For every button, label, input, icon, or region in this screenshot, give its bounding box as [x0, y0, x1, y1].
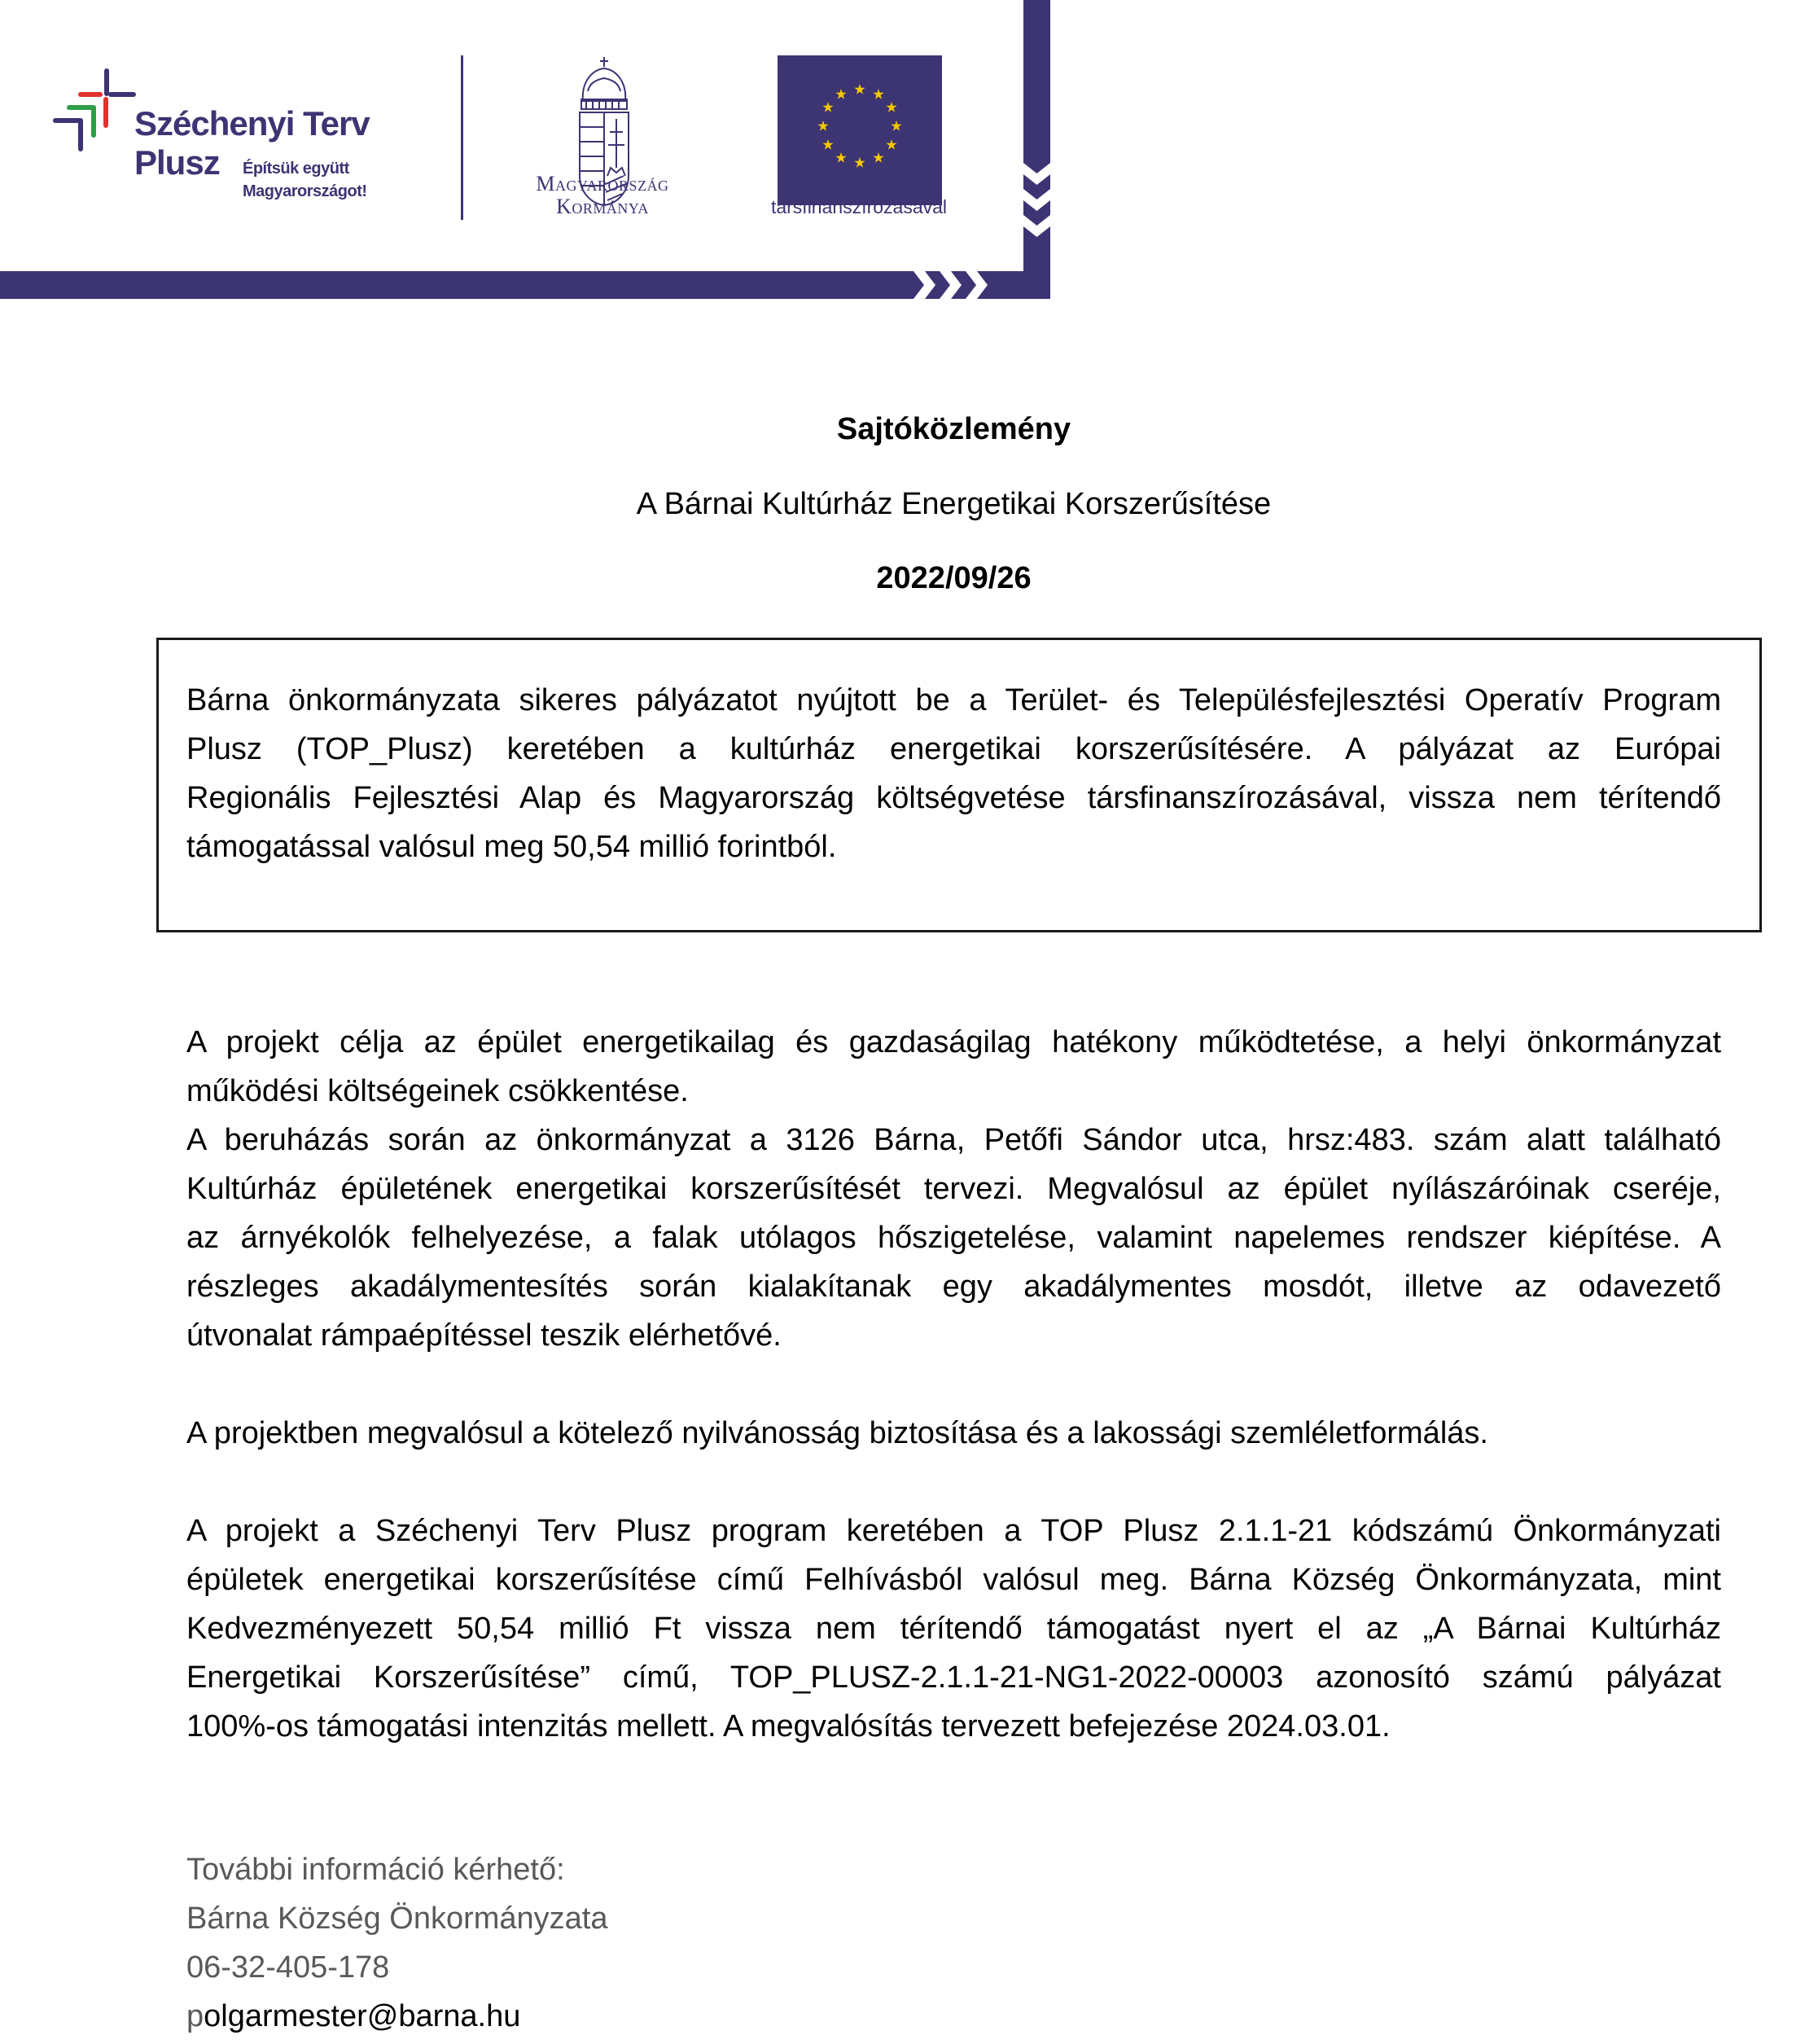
- contact-phone[interactable]: 06-32-405-178: [186, 1950, 390, 1985]
- contact-organization: Bárna Község Önkormányzata: [186, 1901, 608, 1936]
- paragraph-line: A beruházás során az önkormányzat a 3126 Bárna, Petőfi Sándor utca, hrsz:483. szám alatt található: [186, 1123, 1721, 1157]
- header-banner: [0, 0, 1058, 305]
- eu-logo-line-2: társfinanszírozásával: [770, 196, 948, 217]
- contact-block: [186, 1845, 608, 2041]
- szechenyi-cross-icon: [52, 67, 138, 153]
- logo-divider: [461, 55, 463, 220]
- szechenyi-logo-tagline-2: Magyarországot!: [243, 182, 367, 200]
- banner-right-stripe: [1023, 0, 1050, 299]
- funding-paragraph: [186, 1507, 1721, 1751]
- paragraph-line: útvonalat rámpaépítéssel teszik elérhetővé.: [186, 1318, 782, 1353]
- chevron-right-icons: [910, 271, 1000, 299]
- contact-heading: További információ kérhető:: [186, 1853, 565, 1887]
- paragraph-line: részleges akadálymentesítés során kialakítanak egy akadálymentes mosdót, illetve az odavezető: [186, 1270, 1721, 1304]
- szechenyi-logo-tagline-1: Építsük együtt: [243, 160, 349, 178]
- contact-email-first-char: p: [186, 1999, 204, 2033]
- contact-email-rest: olgarmester@barna.hu: [204, 1999, 521, 2033]
- paragraph-line: A projekt célja az épület energetikailag és gazdaságilag hatékony működtetése, a helyi önkormányzat: [186, 1025, 1721, 1059]
- eu-logo-line-1: Az Európai Unió: [791, 173, 927, 194]
- summary-line: támogatással valósul meg 50,54 millió forintból.: [186, 830, 837, 864]
- government-logo-line-2: Kormánya: [556, 195, 649, 218]
- publicity-paragraph: [186, 1409, 1721, 1458]
- paragraph-line: 100%-os támogatási intenzitás mellett. A megvalósítás tervezett befejezése 2024.03.01.: [186, 1709, 1391, 1744]
- document-title: Sajtóközlemény: [836, 412, 1071, 446]
- summary-paragraph: [186, 676, 1721, 871]
- banner-bottom-stripe: [0, 271, 1050, 299]
- paragraph-line: A projekt a Széchenyi Terv Plusz program keretében a TOP Plusz 2.1.1-21 kódszámú Önkormányzati: [186, 1514, 1721, 1548]
- document-date: 2022/09/26: [876, 561, 1032, 595]
- summary-line: Plusz (TOP_Plusz) keretében a kultúrház energetikai korszerűsítésére. A pályázat az Európai: [186, 732, 1721, 766]
- paragraph-line: az árnyékolók felhelyezése, a falak utólagos hőszigetelése, valamint napelemes rendszer kiépítése. A: [186, 1221, 1721, 1255]
- summary-line: Regionális Fejlesztési Alap és Magyarország költségvetése társfinanszírozásával, vissza nem térítendő: [186, 781, 1721, 815]
- chevron-down-icons: [1023, 160, 1050, 249]
- szechenyi-logo-title: Széchenyi Terv: [134, 104, 370, 143]
- paragraph-line: épületek energetikai korszerűsítése című Felhívásból valósul meg. Bárna Község Önkormányzata, mint: [186, 1563, 1721, 1597]
- szechenyi-logo-plusz: Plusz: [134, 143, 220, 182]
- summary-line: Bárna önkormányzata sikeres pályázatot nyújtott be a Terület- és Településfejlesztési Operatív Program: [186, 683, 1721, 717]
- paragraph-line: működési költségeinek csökkentése.: [186, 1074, 689, 1108]
- paragraph-line: A projektben megvalósul a kötelező nyilvánosság biztosítása és a lakossági szemléletformálás.: [186, 1416, 1488, 1450]
- contact-email[interactable]: [186, 1992, 608, 2041]
- paragraph-line: Energetikai Korszerűsítése” című, TOP_PLUSZ-2.1.1-21-NG1-2022-00003 azonosító számú pályázat: [186, 1660, 1721, 1695]
- paragraph-line: Kultúrház épületének energetikai korszerűsítését tervezi. Megvalósul az épület nyílászáróinak cseréje,: [186, 1172, 1721, 1206]
- government-logo-line-1: Magyarország: [536, 172, 669, 195]
- document-subtitle: A Bárnai Kultúrház Energetikai Korszerűsítése: [636, 487, 1272, 521]
- project-goal-paragraph: [186, 1018, 1721, 1360]
- paragraph-line: Kedvezményezett 50,54 millió Ft vissza nem térítendő támogatást nyert el az „A Bárnai Kultúrház: [186, 1612, 1721, 1646]
